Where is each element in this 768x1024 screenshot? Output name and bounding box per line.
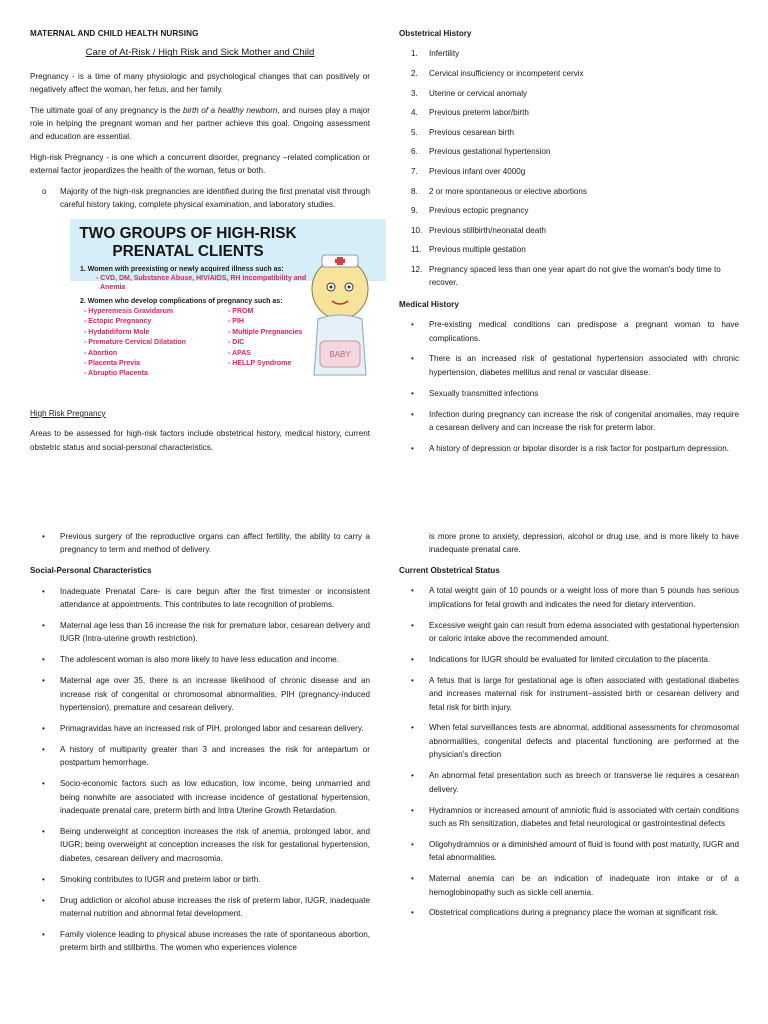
- list-number: 6.: [411, 147, 418, 157]
- social-personal-heading: Social-Personal Characteristics: [30, 566, 152, 576]
- page-top: [0, 0, 768, 500]
- list-number: 7.: [411, 166, 418, 176]
- current-obstetrical-heading: Current Obstetrical Status: [399, 565, 500, 575]
- list-item: • Smoking contributes to IUGR and preterm labor or birth.: [30, 873, 370, 886]
- pregnancy-definition: [30, 70, 370, 97]
- bottom-right-column: [399, 530, 739, 927]
- list-item: • When fetal surveillances tests are abnormal, additional assessments for chromosomal abnormalities, congenital defects and placental functioning are performed at the physician's direction: [399, 721, 739, 761]
- list-item: • Indications for IUGR should be evaluated for limited circulation to the placenta.: [399, 653, 739, 666]
- list-number: 12.: [411, 264, 423, 274]
- list-number: 4.: [411, 108, 418, 118]
- list-item-text: Previous cesarean birth: [429, 127, 515, 137]
- list-item: [399, 243, 739, 256]
- goal-text-a: The ultimate goal of any pregnancy is the: [30, 105, 183, 115]
- infographic-item: - Abruptio Placenta: [84, 370, 148, 378]
- list-item: [399, 106, 739, 119]
- infographic-item: - Hyperemesis Gravidarum: [84, 307, 174, 315]
- medical-history-heading: Medical History: [399, 299, 459, 309]
- high-risk-groups-infographic: [70, 219, 386, 391]
- list-item: [399, 224, 739, 237]
- list-item: [399, 185, 739, 198]
- list-item: • Maternal anemia can be an indication of inadequate iron intake or of a hemoglobinopathy such as sickle cell anemia.: [399, 872, 739, 899]
- list-item-text: Previous preterm labor/birth: [429, 108, 529, 118]
- infographic-item: - APAS: [228, 349, 251, 357]
- list-item: • A fetus that is large for gestational age is often associated with gestational diabetes and increases maternal risk for instrument–assisted birth or cesarean delivery and fetal risk for birth injury.: [399, 674, 739, 714]
- infographic-item: - HELLP Syndrome: [228, 359, 292, 367]
- cartoon-nurse-icon: [300, 249, 378, 385]
- ultimate-goal-paragraph: [30, 104, 370, 144]
- list-item: • Maternal age over 35, there is an increase likelihood of chronic disease and an increase risk of congenital or chromosomal abnormalities, PIH (pregnancy-induced hypertension), premature and cesarean delivery.: [30, 674, 370, 714]
- list-item: • Infection during pregnancy can increase the risk of congenital anomalies, may require a cesarean delivery and can increase the risk for preterm labor.: [399, 408, 739, 435]
- list-number: 10.: [411, 225, 423, 235]
- list-item: • The adolescent woman is also more likely to have less education and income.: [30, 653, 370, 666]
- infographic-item: - Placenta Previa: [84, 359, 141, 367]
- infographic-item: - Abortion: [84, 349, 118, 357]
- group-1-label: 1. Women with preexisting or newly acquired illness such as:: [80, 265, 284, 273]
- infographic-item: - Multiple Pregnancies: [228, 328, 303, 336]
- infographic-item: - PIH: [228, 318, 244, 326]
- list-item: o Majority of the high-risk pregnancies are identified during the first prenatal visit through careful history taking, complete physical examination, and laboratory studies.: [30, 185, 370, 212]
- group-1-items-cont: Anemia: [100, 283, 126, 291]
- list-item: [399, 165, 739, 178]
- high-risk-definition: High-risk Pregnancy - is one which a concurrent disorder, pregnancy –related complication or external factor jeopardizes the health of the woman, fetus or both.: [30, 152, 370, 176]
- page-bottom: [0, 500, 768, 1024]
- infographic-title-line-1: TWO GROUPS OF HIGH-RISK: [79, 224, 297, 242]
- list-item: • Hydramnios or increased amount of amniotic fluid is associated with certain conditions such as Rh sensitization, diabetes and fetal neurological or gastrointestinal defects: [399, 804, 739, 831]
- list-number: 1.: [411, 49, 418, 59]
- list-number: 9.: [411, 206, 418, 216]
- list-item: [399, 67, 739, 80]
- violence-continuation: is more prone to anxiety, depression, alcohol or drug use, and is more likely to have inadequate prenatal care.: [429, 532, 739, 555]
- list-item-text: Previous multiple gestation: [429, 245, 526, 255]
- list-item-text: Pregnancy spaced less than one year apart do not give the woman's body time to recover.: [429, 264, 721, 288]
- intro-bullets: [30, 185, 370, 212]
- infographic-item: - PROM: [228, 307, 254, 315]
- list-item: [399, 87, 739, 100]
- goal-text-b: , and nurses play a major role in helping the pregnant woman and her partner achieve this goal. Ongoing assessment and education are essential.: [30, 105, 370, 142]
- infographic-item: - Premature Cervical Dilatation: [84, 339, 186, 347]
- list-item: • Being underweight at conception increases the risk of anemia, prolonged labor, and IUGR; being overweight at conception increases the risk for gestational hypertension, diabetes, cesarean delivery and macrosomia.: [30, 825, 370, 865]
- list-item: • Previous surgery of the reproductive organs can affect fertility, the ability to carry a pregnancy to term and method of delivery.: [30, 530, 370, 557]
- list-item: • A history of depression or bipolar disorder is a risk factor for postpartum depression.: [399, 442, 739, 455]
- top-right-column: [399, 27, 739, 463]
- list-number: 5.: [411, 127, 418, 137]
- infographic-item: - Hydatidiform Mole: [84, 328, 150, 336]
- list-number: 8.: [411, 186, 418, 196]
- surgery-list: [30, 530, 370, 557]
- list-item: • A history of multiparity greater than 3 and increases the risk for antepartum or postpartum hemorrhage.: [30, 743, 370, 770]
- obstetrical-history-list: [399, 47, 739, 289]
- page-title: Care of At-Risk / High Risk and Sick Mother and Child: [85, 47, 315, 59]
- medical-history-list: [399, 318, 739, 455]
- list-item-text: Previous gestational hypertension: [429, 147, 551, 157]
- list-number: 11.: [411, 245, 422, 255]
- list-item-text: Infertility: [429, 49, 460, 59]
- list-item-text: Previous infant over 4000g: [429, 166, 526, 176]
- high-risk-text: Areas to be assessed for high-risk factors include obstetrical history, medical history, current obstetric status and social-personal characteristics.: [30, 429, 370, 452]
- list-item: • Excessive weight gain can result from edema associated with gestational hypertension or caloric intake above the recommended amount.: [399, 619, 739, 646]
- social-personal-list: [30, 585, 370, 955]
- top-left-column: [30, 27, 370, 461]
- list-item: • Sexually transmitted infections: [399, 387, 739, 400]
- list-item: • Family violence leading to physical abuse increases the rate of spontaneous abortion, preterm birth and stillbirths. The women who experiences violence: [30, 928, 370, 955]
- list-item: • Primagravidas have an increased risk of PIH, prolonged labor and cesarean delivery.: [30, 722, 370, 735]
- group-2-label: 2. Women who develop complications of pregnancy such as:: [80, 297, 283, 305]
- document-header: MATERNAL AND CHILD HEALTH NURSING: [30, 29, 199, 38]
- list-item: • A total weight gain of 10 pounds or a weight loss of more than 5 pounds has serious implications for fetal growth and indicates the need for dietary intervention.: [399, 584, 739, 611]
- high-risk-heading-text: High Risk Pregnancy: [30, 408, 106, 418]
- list-item: • Socio-economic factors such as low education, low income, being unmarried and being nonwhite are associated with increase incidence of gestational hypertension, inadequate prenatal care, preterm birth and Intra Uterine Growth Retardation.: [30, 777, 370, 817]
- list-item: • Obstetrical complications during a pregnancy place the woman at significant risk.: [399, 906, 739, 919]
- list-item: [399, 204, 739, 217]
- list-item: • Pre-existing medical conditions can predispose a pregnant woman to have complications.: [399, 318, 739, 345]
- list-item-text: Previous stillbirth/neonatal death: [429, 225, 546, 235]
- list-item-text: Previous ectopic pregnancy: [429, 206, 529, 216]
- list-item: • There is an increased risk of gestational hypertension associated with chronic hypertension, diabetes mellitus and renal or vascular disease.: [399, 352, 739, 379]
- infographic-title-line-2: PRENATAL CLIENTS: [112, 242, 264, 260]
- list-item: • Inadequate Prenatal Care- is care begun after the first trimester or inconsistent attendance at appointments. This contributes to late recognition of problems.: [30, 585, 370, 612]
- baby-tag-text: BABY: [329, 349, 351, 359]
- list-item: [399, 126, 739, 139]
- current-obstetrical-list: [399, 584, 739, 920]
- list-item-text: 2 or more spontaneous or elective abortions: [429, 186, 587, 196]
- goal-emphasis: birth of a healthy newborn: [182, 105, 278, 115]
- infographic-item: - Ectopic Pregnancy: [84, 318, 152, 326]
- obstetrical-history-heading: Obstetrical History: [399, 29, 472, 38]
- infographic-title: [70, 225, 306, 261]
- list-number: 3.: [411, 88, 418, 98]
- list-item: • Oligohydramnios or a diminished amount of fluid is found with post maturity, IUGR and fetal abnormalities.: [399, 838, 739, 865]
- list-item-text: Cervical insufficiency or incompetent cervix: [429, 69, 584, 78]
- list-number: 2.: [411, 69, 418, 78]
- list-item: [399, 263, 739, 290]
- bottom-left-column: [30, 530, 370, 962]
- infographic-item: - DIC: [228, 339, 245, 347]
- list-item: • Drug addiction or alcohol abuse increases the risk of preterm labor, IUGR, inadequate maternal nutrition and abnormal fetal development.: [30, 894, 370, 921]
- list-item: [399, 47, 739, 60]
- high-risk-heading: [30, 407, 370, 420]
- pregnancy-definition-text: Pregnancy - is a time of many physiologic and psychological changes that can positively or negatively affect the woman, her fetus, and her family.: [30, 71, 370, 95]
- list-item: [399, 145, 739, 158]
- list-item: • Maternal age less than 16 increase the risk for premature labor, cesarean delivery and IUGR (Intra-uterine growth restriction).: [30, 619, 370, 646]
- list-item: • An abnormal fetal presentation such as breech or transverse lie requires a cesarean delivery.: [399, 769, 739, 796]
- group-1-items: - CVD, DM, Substance Abuse, HIV/AIDS, RH Incompatibility and: [96, 274, 307, 282]
- list-item-text: Uterine or cervical anomaly: [429, 88, 528, 98]
